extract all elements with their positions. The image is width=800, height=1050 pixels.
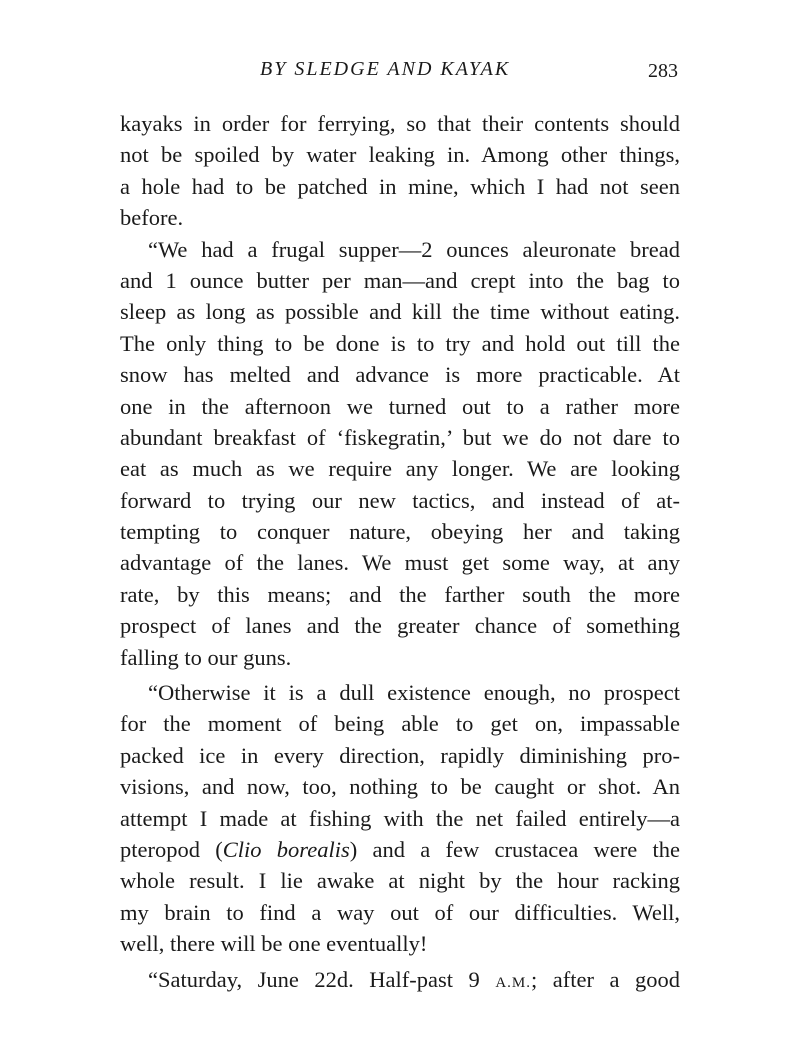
paragraph-1 (120, 108, 680, 234)
text-line: tempting to conquer nature, obeying her and taking (120, 519, 680, 545)
text-line: attempt I made at fishing with the net failed entirely—a (120, 805, 680, 831)
text-line: for the moment of being able to get on, impassable (120, 711, 680, 737)
text-line: “Otherwise it is a dull existence enough, no prospect (148, 680, 680, 706)
text-line: and 1 ounce butter per man—and crept into the bag to (120, 267, 680, 293)
text-line: well, there will be one eventually! (120, 931, 428, 957)
paragraph-2 (120, 234, 680, 673)
text-run: ) and a few crustacea were the (349, 836, 680, 862)
text-line: prospect of lanes and the greater chance of something (120, 613, 680, 639)
text-run: “Saturday, June 22d. Half-past 9 (148, 966, 496, 992)
text-line: forward to trying our new tactics, and instead of at- (120, 487, 680, 513)
italic-species-name: Clio borealis (222, 836, 350, 862)
text-line: whole result. I lie awake at night by the hour racking (120, 868, 680, 894)
text-line: visions, and now, too, nothing to be caught or shot. An (120, 774, 680, 800)
text-line: “We had a frugal supper—2 ounces aleuronate bread (148, 236, 680, 262)
text-line: advantage of the lanes. We must get some way, at any (120, 550, 680, 576)
text-run: ; after a good (530, 966, 680, 992)
paragraph-3 (120, 677, 680, 960)
text-line: falling to our guns. (120, 644, 292, 670)
text-line: rate, by this means; and the farther south the more (120, 581, 680, 607)
paragraph-4 (120, 964, 680, 995)
text-line: kayaks in order for ferrying, so that their contents should (120, 111, 680, 136)
page-number: 283 (648, 60, 678, 82)
body-text (120, 108, 680, 995)
text-line: my brain to find a way out of our difficulties. Well, (120, 899, 680, 925)
text-line: packed ice in every direction, rapidly diminishing pro- (120, 742, 680, 768)
text-line: The only thing to be done is to try and hold out till the (120, 330, 680, 356)
text-line: a hole had to be patched in mine, which I had not seen (120, 173, 680, 199)
running-title: BY SLEDGE AND KAYAK (260, 58, 511, 80)
text-line: snow has melted and advance is more practicable. At (120, 362, 680, 388)
text-line: sleep as long as possible and kill the time without eating. (120, 299, 680, 325)
text-line: abundant breakfast of ‘fiskegratin,’ but we do not dare to (120, 424, 680, 450)
text-line-with-italic (120, 834, 680, 865)
text-line: eat as much as we require any longer. We are looking (120, 456, 680, 482)
smallcaps-time-marker: A.M. (495, 974, 531, 991)
running-head (120, 58, 680, 88)
text-line: not be spoiled by water leaking in. Among other things, (120, 142, 680, 168)
text-run: pteropod ( (120, 836, 223, 862)
text-line-with-smallcaps (120, 964, 680, 995)
text-line: one in the afternoon we turned out to a rather more (120, 393, 680, 419)
text-line: before. (120, 205, 184, 231)
